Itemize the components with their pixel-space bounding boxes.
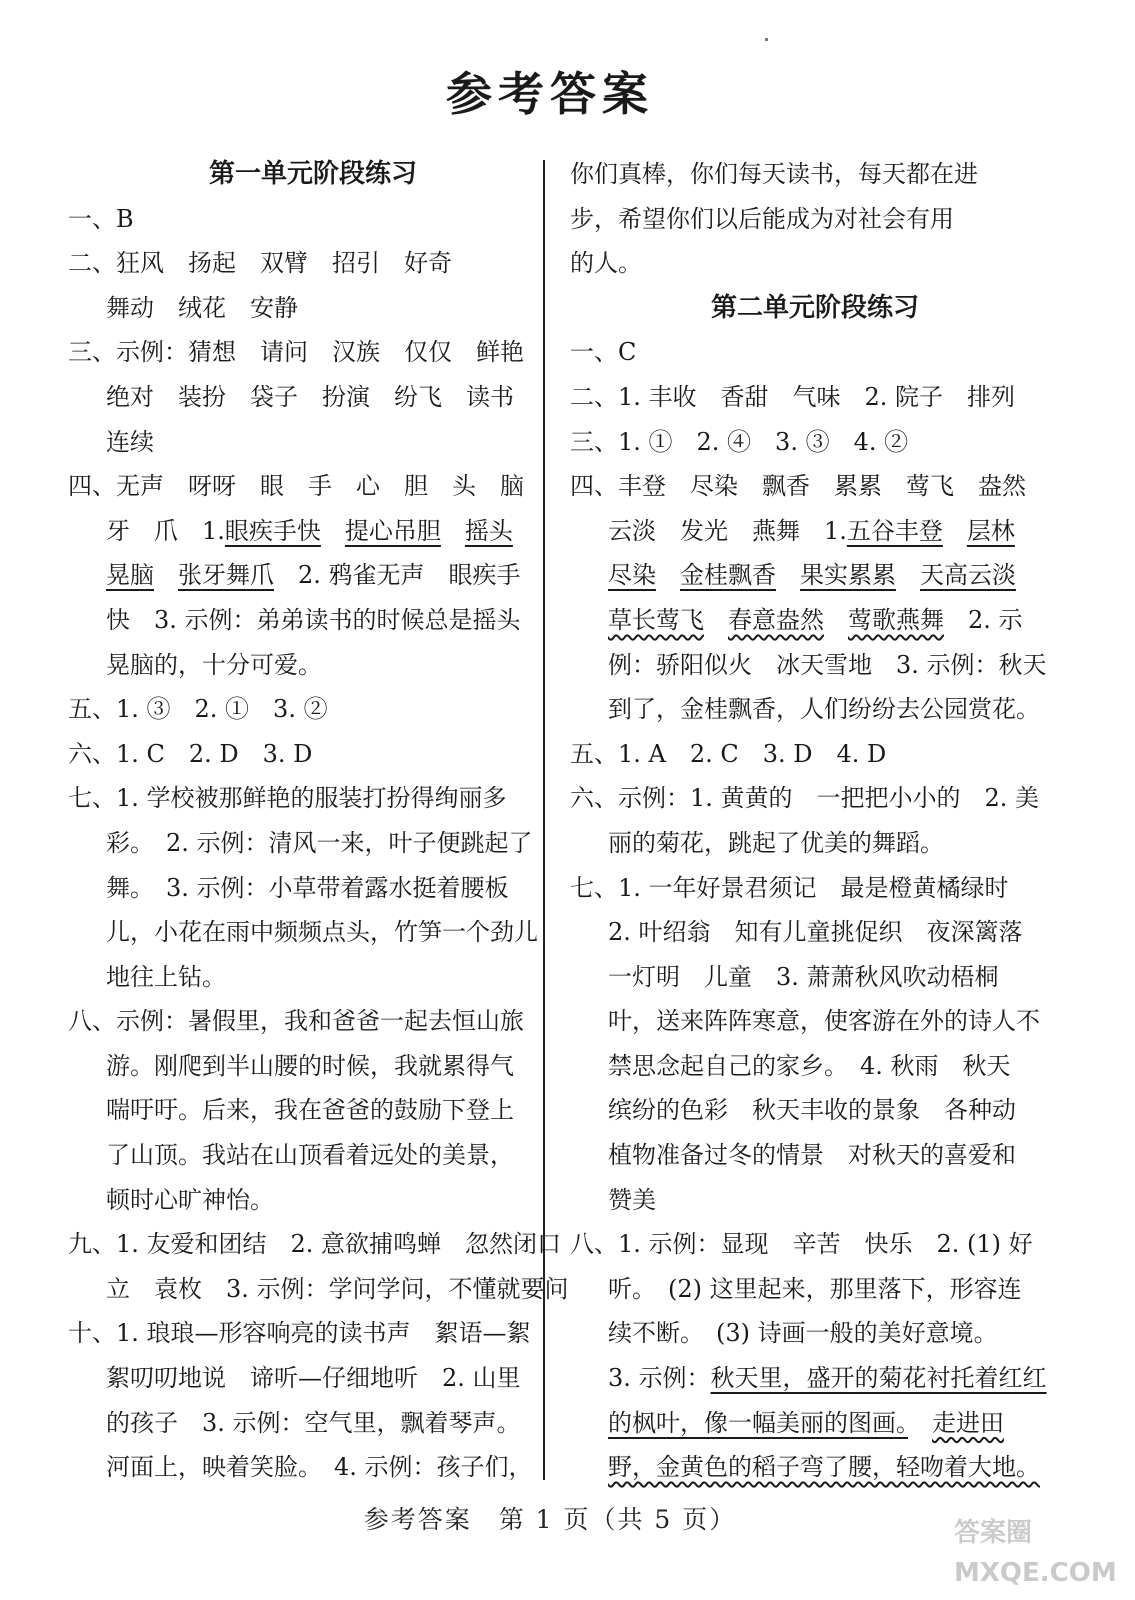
answer-line: 二、1. 丰收 香甜 气味 2. 院子 排列 — [570, 382, 1016, 411]
answer-line: 彩。 2. 示例：清风一来，叶子便跳起了 — [106, 828, 533, 857]
answer-line: 赞美 — [608, 1185, 656, 1214]
answer-line: 的人。 — [570, 249, 642, 278]
underlined-sentence: 秋天里，盛开的菊花衬托着红红 — [710, 1364, 1047, 1393]
answer-line: 八、示例：暑假里，我和爸爸一起去恒山旅 — [68, 1007, 524, 1036]
underlined-idiom: 果实累累 — [800, 561, 896, 590]
answer-line: 地往上钻。 — [106, 962, 226, 991]
underlined-sentence: 的枫叶，像一幅美丽的图画。 — [608, 1408, 908, 1437]
wavy-underlined-idiom: 莺歌燕舞 — [848, 605, 944, 634]
answer-text: 2. 鸦雀无声 眼疾手 — [298, 561, 521, 590]
answer-line: 丽的菊花，跳起了优美的舞蹈。 — [608, 828, 944, 857]
answer-line: 六、1. C 2. D 3. D — [68, 739, 313, 768]
answer-line: 缤纷的色彩 秋天丰收的景象 各种动 — [608, 1096, 1016, 1125]
answer-line: 你们真棒，你们每天读书，每天都在进 — [570, 160, 978, 188]
answer-text: 3. 示例： — [608, 1364, 711, 1393]
answer-line: 游。刚爬到半山腰的时候，我就累得气 — [106, 1051, 514, 1080]
answer-line: 舞。 3. 示例：小草带着露水挺着腰板 — [106, 873, 509, 902]
answer-text: 云淡 发光 燕舞 1. — [608, 516, 847, 545]
answer-line: 絮叨叨地说 谛听—仔细地听 2. 山里 — [106, 1364, 521, 1393]
right-column — [570, 152, 1047, 1490]
answer-line: 到了，金桂飘香，人们纷纷去公园赏花。 — [608, 695, 1040, 724]
answer-line: 九、1. 友爱和团结 2. 意欲捕鸣蝉 忽然闭口 — [68, 1230, 562, 1259]
underlined-idiom: 晃脑 — [106, 561, 154, 590]
answer-line: 八、1. 示例：显现 辛苦 快乐 2. (1) 好 — [570, 1230, 1033, 1259]
answer-line: 四、丰登 尽染 飘香 累累 莺飞 盎然 — [570, 472, 1026, 501]
answer-line: 四、无声 呀呀 眼 手 心 胆 头 脑 — [68, 472, 524, 501]
answer-line: 听。 (2) 这里起来，那里落下，形容连 — [608, 1274, 1022, 1303]
wavy-underlined-idiom: 春意盎然 — [728, 605, 824, 634]
underlined-idiom: 五谷丰登 — [846, 516, 943, 545]
watermark-line-1: 答案圈 — [954, 1518, 1033, 1548]
answer-line: 禁思念起自己的家乡。 4. 秋雨 秋天 — [608, 1051, 1011, 1080]
underlined-idiom: 层林 — [966, 516, 1015, 545]
underlined-idiom: 摇头 — [464, 516, 513, 545]
answer-line: 一、C — [570, 338, 637, 367]
wavy-underlined-sentence: 走进田 — [932, 1408, 1004, 1437]
answer-line: 了山顶。我站在山顶看着远处的美景， — [106, 1141, 514, 1170]
underlined-idiom: 眼疾手快 — [224, 516, 321, 545]
section-heading-unit-2: 第二单元阶段练习 — [710, 292, 919, 323]
watermark-logo — [950, 1505, 1125, 1593]
answer-text: 牙 爪 1. — [106, 516, 225, 545]
underlined-idiom: 天高云淡 — [920, 561, 1016, 590]
answer-line: 喘吁吁。后来，我在爸爸的鼓励下登上 — [106, 1096, 514, 1125]
answer-line — [570, 553, 1040, 598]
answer-line — [68, 553, 538, 598]
answer-text: 2. 示 — [968, 605, 1023, 634]
answer-line: 立 袁枚 3. 示例：学问学问，不懂就要问 — [106, 1274, 569, 1303]
underlined-idiom: 提心吊胆 — [344, 516, 441, 545]
underlined-idiom: 尽染 — [608, 561, 656, 590]
underlined-idiom: 张牙舞爪 — [178, 561, 274, 590]
answer-line: 一灯明 儿童 3. 萧萧秋风吹动梧桐 — [608, 962, 999, 991]
answer-line: 七、1. 学校被那鲜艳的服装打扮得绚丽多 — [68, 784, 507, 813]
answer-line: 2. 叶绍翁 知有儿童挑促织 夜深篱落 — [608, 918, 1023, 947]
answer-line: 三、示例：猜想 请问 汉族 仅仅 鲜艳 — [68, 338, 524, 367]
answer-line: 河面上，映着笑脸。 4. 示例：孩子们， — [106, 1453, 533, 1482]
answer-line — [570, 1401, 1040, 1446]
answer-line: 一、B — [68, 204, 134, 233]
answer-line: 连续 — [106, 427, 154, 456]
answer-line — [570, 1356, 1047, 1401]
answer-line — [570, 1445, 1040, 1490]
answer-line: 晃脑的，十分可爱。 — [106, 650, 322, 679]
answer-line: 植物准备过冬的情景 对秋天的喜爱和 — [608, 1141, 1016, 1170]
answer-line: 二、狂风 扬起 双臂 招引 好奇 — [68, 249, 452, 278]
answer-line: 快 3. 示例：弟弟读书的时候总是摇头 — [106, 605, 521, 634]
answer-line: 十、1. 琅琅—形容响亮的读书声 絮语—絮 — [68, 1319, 531, 1348]
answer-line — [68, 509, 538, 554]
underlined-idiom: 金桂飘香 — [680, 561, 776, 590]
watermark-line-2: MXQE.COM — [954, 1558, 1117, 1588]
answer-line: 舞动 绒花 安静 — [106, 293, 298, 322]
wavy-underlined-sentence: 野，金黄色的稻子弯了腰，轻吻着大地。 — [608, 1453, 1040, 1482]
left-column — [68, 152, 569, 1490]
answer-line: 六、示例：1. 黄黄的 一把把小小的 2. 美 — [570, 784, 1040, 813]
answer-line: 五、1. ③ 2. ① 3. ② — [68, 695, 328, 724]
answer-line: 五、1. A 2. C 3. D 4. D — [570, 739, 887, 768]
section-heading-unit-1: 第一单元阶段练习 — [208, 159, 417, 189]
answer-line: 步，希望你们以后能成为对社会有用 — [570, 204, 954, 233]
answer-line: 绝对 装扮 袋子 扮演 纷飞 读书 — [106, 382, 514, 411]
answer-line: 顿时心旷神怡。 — [106, 1185, 274, 1214]
answer-line: 的孩子 3. 示例：空气里，飘着琴声。 — [106, 1408, 521, 1437]
answer-line: 儿，小花在雨中频频点头，竹笋一个劲儿 — [106, 918, 538, 947]
answer-line: 三、1. ① 2. ④ 3. ③ 4. ② — [570, 427, 909, 456]
answer-line: 续不断。 (3) 诗画一般的美好意境。 — [608, 1319, 998, 1348]
scan-speck — [765, 38, 768, 41]
answer-line: 叶，送来阵阵寒意，使客游在外的诗人不 — [608, 1007, 1040, 1036]
answer-line — [570, 509, 1040, 554]
answer-line: 七、1. 一年好景君须记 最是橙黄橘绿时 — [570, 873, 1009, 902]
answer-line — [570, 598, 1040, 643]
page-title: 参考答案 — [446, 67, 654, 121]
page-footer: 参考答案 第 1 页（共 5 页） — [363, 1505, 737, 1534]
answer-line: 例：骄阳似火 冰天雪地 3. 示例：秋天 — [608, 650, 1047, 679]
wavy-underlined-idiom: 草长莺飞 — [608, 605, 704, 634]
